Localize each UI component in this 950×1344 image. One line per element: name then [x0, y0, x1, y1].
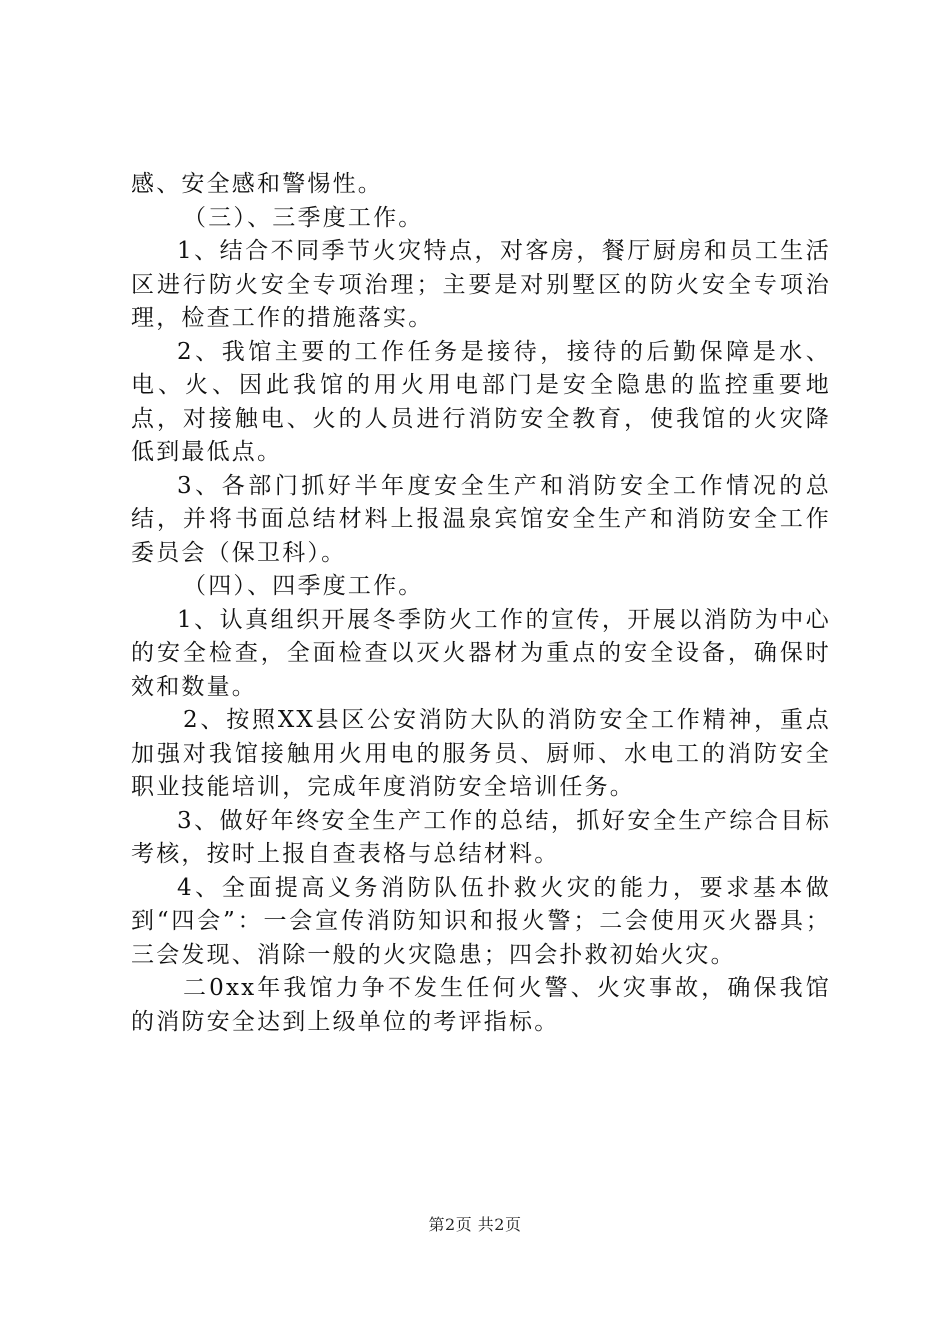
paragraph-q3-item-1: 1、结合不同季节火灾特点，对客房，餐厅厨房和员工生活区进行防火安全专项治理；主要是对别墅区的防火安全专项治理，检查工作的措施落实。: [131, 238, 831, 331]
paragraph-q3-item-2: 2、我馆主要的工作任务是接待，接待的后勤保障是水、电、火、因此我馆的用火用电部门是安全隐患的监控重要地点，对接触电、火的人员进行消防安全教育，使我馆的火灾降低到最低点。: [131, 338, 831, 465]
section-heading-q4: （四）、四季度工作。: [183, 573, 424, 599]
paragraph-q4-item-2: 2、按照XX县区公安消防大队的消防安全工作精神，重点加强对我馆接触用火用电的服务员、厨师、水电工的消防安全职业技能培训，完成年度消防安全培训任务。: [131, 707, 831, 800]
page-number-label: 第2页 共2页: [428, 1215, 522, 1234]
paragraph-q4-item-4: 4、全面提高义务消防队伍扑救火灾的能力，要求基本做到“四会”：一会宣传消防知识和报火警；二会使用灭火器具；三会发现、消除一般的火灾隐患；四会扑救初始火灾。: [131, 874, 831, 968]
section-heading-q3: （三）、三季度工作。: [183, 204, 424, 231]
paragraph-q3-item-3: 3、各部门抓好半年度安全生产和消防安全工作情况的总结，并将书面总结材料上报温泉宾馆安全生产和消防安全工作委员会（保卫科）。: [131, 472, 831, 566]
document-body: [131, 168, 831, 1039]
paragraph-q4-item-3: 3、做好年终安全生产工作的总结，抓好安全生产综合目标考核，按时上报自查表格与总结材料。: [131, 807, 831, 867]
paragraph-conclusion: 二0xx年我馆力争不发生任何火警、火灾事故，确保我馆的消防安全达到上级单位的考评指标。: [131, 975, 831, 1035]
paragraph-continuation: 感、安全感和警惕性。: [131, 171, 383, 197]
page-footer: [0, 1212, 950, 1235]
paragraph-q4-item-1: 1、认真组织开展冬季防火工作的宣传，开展以消防为中心的安全检查，全面检查以灭火器材为重点的安全设备，确保时效和数量。: [131, 606, 831, 700]
